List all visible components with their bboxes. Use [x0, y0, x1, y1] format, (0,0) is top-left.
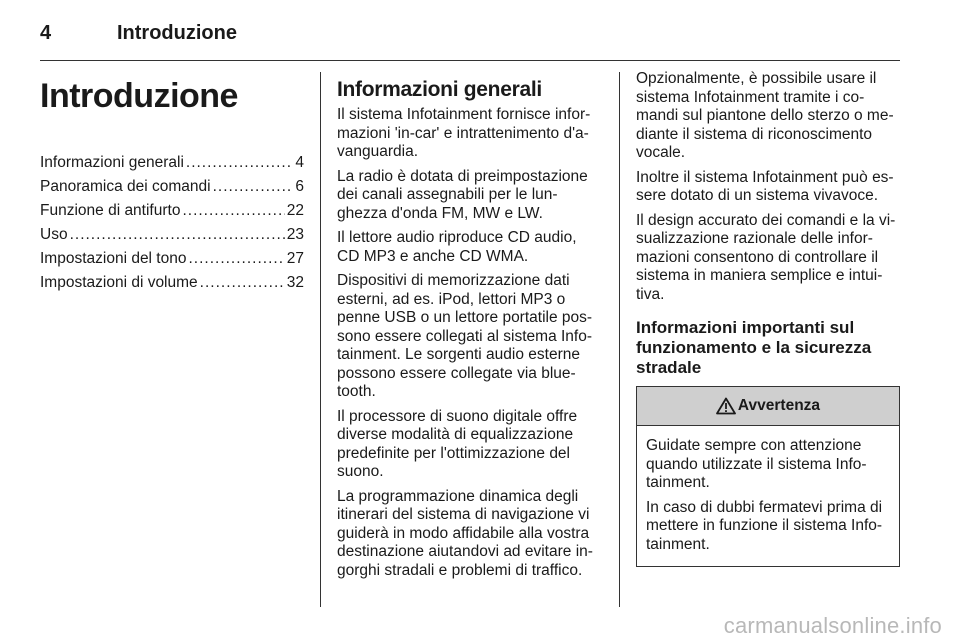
- toc-item[interactable]: [40, 202, 304, 226]
- toc-item[interactable]: [40, 274, 304, 298]
- toc-item[interactable]: [40, 154, 304, 178]
- warning-label: Avvertenza: [737, 396, 821, 414]
- body-paragraph: Opzionalmente, è possibile usare il sistema Infotainment tramite i co-mandi sul piantone dello sterzo o me-diante il sistema di riconoscimento vocale.: [636, 70, 894, 161]
- warning-paragraph: Guidate sempre con attenzione quando utilizzate il sistema Info-tainment.: [646, 437, 867, 491]
- toc-page: 32: [286, 274, 304, 291]
- body-paragraph: Inoltre il sistema Infotainment può es-sere dotato di un sistema vivavoce.: [636, 168, 894, 204]
- body-paragraph: La radio è dotata di preimpostazione dei canali assegnabili per le lun-ghezza d'onda FM, MW e LW.: [337, 167, 588, 222]
- column-3: [636, 70, 902, 567]
- body-paragraph: Il sistema Infotainment fornisce infor-mazioni 'in-car' e intrattenimento d'a-vanguardia.: [337, 106, 591, 160]
- warning-box: [636, 386, 900, 567]
- toc-leader: [182, 202, 284, 221]
- toc-label: Uso: [40, 226, 68, 243]
- chapter-title: Introduzione: [40, 77, 238, 115]
- table-of-contents: [40, 154, 304, 298]
- column-2: [337, 70, 603, 586]
- toc-page: 23: [286, 226, 304, 243]
- warning-body: [637, 426, 899, 566]
- toc-label: Informazioni generali: [40, 154, 184, 171]
- watermark: carmanualsonline.info: [723, 613, 942, 638]
- toc-leader: [70, 226, 285, 245]
- header-title: Introduzione: [117, 22, 237, 44]
- header-rule: [40, 60, 900, 61]
- column-divider-1: [320, 72, 321, 607]
- toc-page: 4: [295, 154, 304, 171]
- toc-page: 27: [286, 250, 304, 267]
- toc-leader: [188, 250, 284, 269]
- page-header: [40, 14, 900, 54]
- toc-leader: [200, 274, 285, 293]
- body-paragraph: La programmazione dinamica degli itinerari del sistema di navigazione vi guiderà in modo affidabile alla vostra destinazione aiutandovi ad evitare in-gorghi stradali e problemi di traffico.: [337, 487, 593, 579]
- body-paragraph: Il processore di suono digitale offre diverse modalità di equalizzazione predefinite per l'ottimizzazione del suono.: [337, 407, 578, 480]
- toc-label: Impostazioni di volume: [40, 274, 198, 291]
- toc-item[interactable]: [40, 178, 304, 202]
- column-divider-2: [619, 72, 620, 607]
- body-paragraph: Il design accurato dei comandi e la vi-sualizzazione razionale delle infor-mazioni consentono di controllare il sistema in maniera semplice e intui-tiva.: [636, 211, 896, 303]
- column-1: [40, 70, 304, 298]
- subsection-title: Informazioni importanti sul funzionamento e la sicurezza stradale: [636, 318, 872, 377]
- toc-page: 22: [286, 202, 304, 219]
- toc-leader: [213, 178, 294, 197]
- warning-header: [637, 387, 899, 426]
- toc-item[interactable]: [40, 226, 304, 250]
- toc-label: Panoramica dei comandi: [40, 178, 211, 195]
- section-title: Informazioni generali: [337, 78, 542, 101]
- body-paragraph: Dispositivi di memorizzazione dati esterni, ad es. iPod, lettori MP3 o penne USB o un lettore portatile pos-sono essere collegati al sistema Info-tainment. Le sorgenti audio esterne possono essere collegate via blue-tooth.: [337, 272, 593, 400]
- toc-label: Impostazioni del tono: [40, 250, 187, 267]
- toc-leader: [186, 154, 293, 173]
- toc-page: 6: [295, 178, 304, 195]
- warning-paragraph: In caso di dubbi fermatevi prima di mettere in funzione il sistema Info-tainment.: [646, 498, 883, 553]
- toc-item[interactable]: [40, 250, 304, 274]
- body-paragraph: Il lettore audio riproduce CD audio, CD MP3 e anche CD WMA.: [337, 229, 577, 265]
- warning-triangle-icon: [716, 397, 736, 415]
- page-number: 4: [40, 22, 52, 44]
- toc-label: Funzione di antifurto: [40, 202, 181, 219]
